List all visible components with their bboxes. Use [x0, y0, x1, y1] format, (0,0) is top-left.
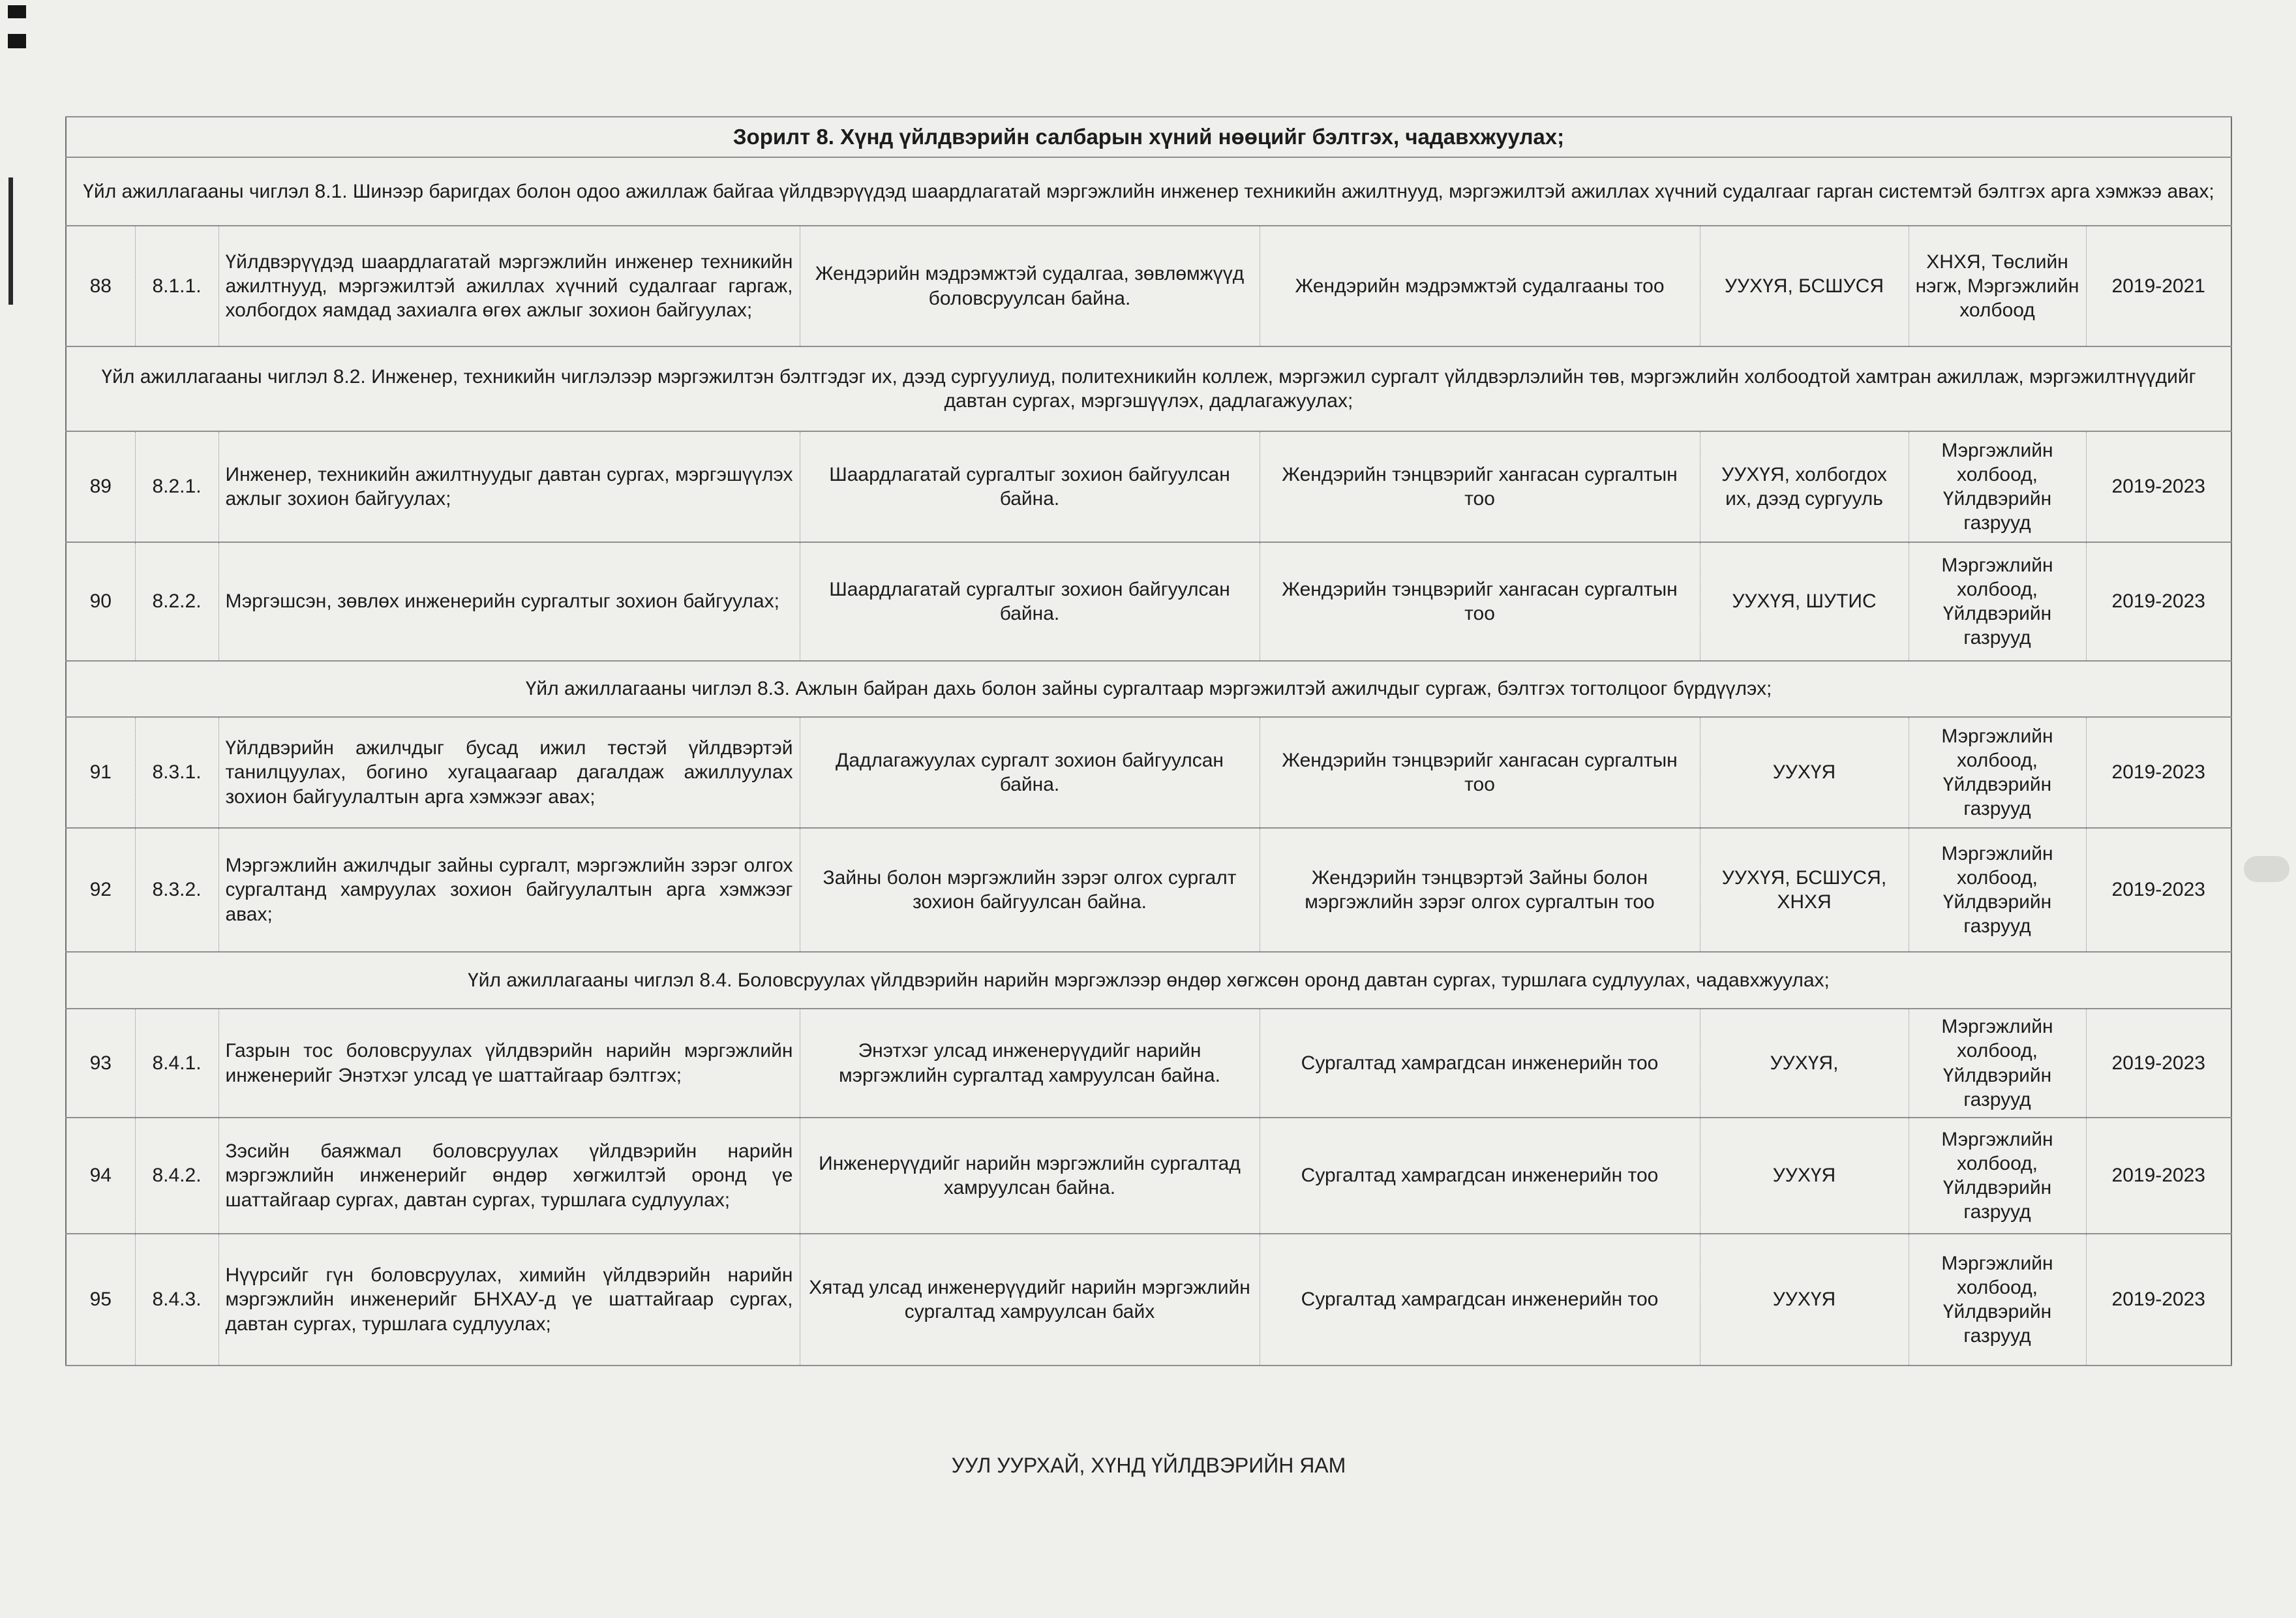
activity-cell: Газрын тос боловсруулах үйлдвэрийн нарийн мэргэжлийн инженерийг Энэтхэг улсад үе шаттайгаар бэлтгэх; [219, 1009, 800, 1118]
outcome-cell: Энэтхэг улсад инженерүүдийг нарийн мэргэжлийн сургалтад хамруулсан байна. [800, 1009, 1260, 1118]
outcome-cell: Шаардлагатай сургалтыг зохион байгуулсан байна. [800, 542, 1260, 661]
table-row [66, 828, 2231, 952]
outcome-cell: Дадлагажуулах сургалт зохион байгуулсан байна. [800, 717, 1260, 828]
period-cell: 2019-2023 [2086, 542, 2231, 661]
period-cell: 2019-2023 [2086, 431, 2231, 542]
activity-cell: Үйлдвэрүүдэд шаардлагатай мэргэжлийн инженер техникийн ажилтнууд, мэргэжилтэй ажиллах хүчний судалгааг гаргаж, холбогдох яамдад захиалга өгөх ажлыг зохион байгуулах; [219, 226, 800, 346]
row-code-cell: 8.2.1. [135, 431, 219, 542]
table-row [66, 431, 2231, 542]
table-row [66, 226, 2231, 346]
row-number-cell: 92 [66, 828, 135, 952]
outcome-cell: Жендэрийн мэдрэмжтэй судалгаа, зөвлөмжүүд боловсруулсан байна. [800, 226, 1260, 346]
section-heading-8-2: Үйл ажиллагааны чиглэл 8.2. Инженер, техникийн чиглэлээр мэргэжилтэн бэлтгэдэг их, дээд сургуулиуд, политехникийн коллеж, мэргэжил сургалт үйлдвэрлэлийн төв, мэргэжлийн холбоодтой хамтран ажиллаж, мэргэжилтнүүдийг давтан сургах, мэргэшүүлэх, дадлагажуулах; [66, 346, 2231, 431]
activity-cell: Мэргэжлийн ажилчдыг зайны сургалт, мэргэжлийн зэрэг олгох сургалтанд хамруулах зохион байгуулалтын арга хэмжээг авах; [219, 828, 800, 952]
scan-artifact-mark [8, 5, 26, 18]
ministry-footer: УУЛ УУРХАЙ, ХҮНД ҮЙЛДВЭРИЙН ЯАМ [951, 1454, 1346, 1477]
period-cell: 2019-2023 [2086, 1234, 2231, 1366]
support-org-cell: Мэргэжлийн холбоод, Үйлдвэрийн газрууд [1909, 717, 2086, 828]
lead-org-cell: УУХҮЯ, холбогдох их, дээд сургууль [1700, 431, 1909, 542]
table-row [66, 1118, 2231, 1234]
row-number-cell: 93 [66, 1009, 135, 1118]
section-heading-8-3: Үйл ажиллагааны чиглэл 8.3. Ажлын байран дахь болон зайны сургалтаар мэргэжилтэй ажилчдыг сургаж, бэлтгэх тогтолцоог бүрдүүлэх; [66, 661, 2231, 717]
indicator-cell: Сургалтад хамрагдсан инженерийн тоо [1260, 1118, 1700, 1234]
support-org-cell: Мэргэжлийн холбоод, Үйлдвэрийн газрууд [1909, 1234, 2086, 1366]
row-number-cell: 95 [66, 1234, 135, 1366]
indicator-cell: Жендэрийн тэнцвэрийг хангасан сургалтын тоо [1260, 717, 1700, 828]
row-code-cell: 8.1.1. [135, 226, 219, 346]
row-code-cell: 8.2.2. [135, 542, 219, 661]
support-org-cell: Мэргэжлийн холбоод, Үйлдвэрийн газрууд [1909, 1009, 2086, 1118]
support-org-cell: Мэргэжлийн холбоод, Үйлдвэрийн газрууд [1909, 542, 2086, 661]
table-row [66, 717, 2231, 828]
support-org-cell: ХНХЯ, Төслийн нэгж, Мэргэжлийн холбоод [1909, 226, 2086, 346]
section-heading-row [66, 952, 2231, 1009]
row-code-cell: 8.4.3. [135, 1234, 219, 1366]
row-number-cell: 90 [66, 542, 135, 661]
period-cell: 2019-2023 [2086, 828, 2231, 952]
goal-title: Зорилт 8. Хүнд үйлдвэрийн салбарын хүний нөөцийг бэлтгэх, чадавхжуулах; [66, 117, 2231, 157]
row-number-cell: 94 [66, 1118, 135, 1234]
indicator-cell: Жендэрийн мэдрэмжтэй судалгааны тоо [1260, 226, 1700, 346]
indicator-cell: Жендэрийн тэнцвэрийг хангасан сургалтын тоо [1260, 542, 1700, 661]
action-plan-table [65, 116, 2232, 1366]
scan-artifact-smudge [2244, 856, 2289, 882]
activity-cell: Мэргэшсэн, зөвлөх инженерийн сургалтыг зохион байгуулах; [219, 542, 800, 661]
scan-artifact-mark [8, 34, 26, 48]
outcome-cell: Хятад улсад инженерүүдийг нарийн мэргэжлийн сургалтад хамруулсан байх [800, 1234, 1260, 1366]
lead-org-cell: УУХҮЯ [1700, 1118, 1909, 1234]
section-heading-row [66, 157, 2231, 226]
section-heading-8-1: Үйл ажиллагааны чиглэл 8.1. Шинээр баригдах болон одоо ажиллаж байгаа үйлдвэрүүдэд шаардлагатай мэргэжлийн инженер техникийн ажилтнууд, мэргэжилтэй ажиллах хүчний судалгааг гарган системтэй бэлтгэх арга хэмжээ авах; [66, 157, 2231, 226]
support-org-cell: Мэргэжлийн холбоод, Үйлдвэрийн газрууд [1909, 1118, 2086, 1234]
lead-org-cell: УУХҮЯ [1700, 1234, 1909, 1366]
table-row [66, 1234, 2231, 1366]
support-org-cell: Мэргэжлийн холбоод, Үйлдвэрийн газрууд [1909, 431, 2086, 542]
row-code-cell: 8.3.2. [135, 828, 219, 952]
section-heading-8-4: Үйл ажиллагааны чиглэл 8.4. Боловсруулах үйлдвэрийн нарийн мэргэжлээр өндөр хөгжсөн оронд давтан сургах, туршлага судлуулах, чадавхжуулах; [66, 952, 2231, 1009]
table-row [66, 1009, 2231, 1118]
indicator-cell: Сургалтад хамрагдсан инженерийн тоо [1260, 1234, 1700, 1366]
lead-org-cell: УУХҮЯ, БСШУСЯ [1700, 226, 1909, 346]
lead-org-cell: УУХҮЯ, БСШУСЯ, ХНХЯ [1700, 828, 1909, 952]
support-org-cell: Мэргэжлийн холбоод, Үйлдвэрийн газрууд [1909, 828, 2086, 952]
row-number-cell: 91 [66, 717, 135, 828]
indicator-cell: Жендэрийн тэнцвэртэй Зайны болон мэргэжлийн зэрэг олгох сургалтын тоо [1260, 828, 1700, 952]
lead-org-cell: УУХҮЯ, [1700, 1009, 1909, 1118]
row-code-cell: 8.4.1. [135, 1009, 219, 1118]
indicator-cell: Жендэрийн тэнцвэрийг хангасан сургалтын тоо [1260, 431, 1700, 542]
outcome-cell: Зайны болон мэргэжлийн зэрэг олгох сургалт зохион байгуулсан байна. [800, 828, 1260, 952]
period-cell: 2019-2023 [2086, 1118, 2231, 1234]
row-number-cell: 88 [66, 226, 135, 346]
outcome-cell: Шаардлагатай сургалтыг зохион байгуулсан байна. [800, 431, 1260, 542]
activity-cell: Зэсийн баяжмал боловсруулах үйлдвэрийн нарийн мэргэжлийн инженерийг өндөр хөгжилтэй оронд үе шаттайгаар сургах, давтан сургах, туршлага судлуулах; [219, 1118, 800, 1234]
scan-artifact-streak [8, 177, 13, 305]
row-code-cell: 8.4.2. [135, 1118, 219, 1234]
indicator-cell: Сургалтад хамрагдсан инженерийн тоо [1260, 1009, 1700, 1118]
activity-cell: Инженер, техникийн ажилтнуудыг давтан сургах, мэргэшүүлэх ажлыг зохион байгуулах; [219, 431, 800, 542]
table-title-row [66, 117, 2231, 157]
activity-cell: Нүүрсийг гүн боловсруулах, химийн үйлдвэрийн нарийн мэргэжлийн инженерийг БНХАУ-д үе шаттайгаар сургах, давтан сургах, туршлага судлуулах; [219, 1234, 800, 1366]
table-row [66, 542, 2231, 661]
section-heading-row [66, 661, 2231, 717]
lead-org-cell: УУХҮЯ [1700, 717, 1909, 828]
row-number-cell: 89 [66, 431, 135, 542]
row-code-cell: 8.3.1. [135, 717, 219, 828]
activity-cell: Үйлдвэрийн ажилчдыг бусад ижил төстэй үйлдвэртэй танилцуулах, богино хугацаагаар дагалдаж ажиллуулах зохион байгуулалтын арга хэмжээг авах; [219, 717, 800, 828]
period-cell: 2019-2023 [2086, 717, 2231, 828]
lead-org-cell: УУХҮЯ, ШУТИС [1700, 542, 1909, 661]
period-cell: 2019-2021 [2086, 226, 2231, 346]
period-cell: 2019-2023 [2086, 1009, 2231, 1118]
outcome-cell: Инженерүүдийг нарийн мэргэжлийн сургалтад хамруулсан байна. [800, 1118, 1260, 1234]
section-heading-row [66, 346, 2231, 431]
